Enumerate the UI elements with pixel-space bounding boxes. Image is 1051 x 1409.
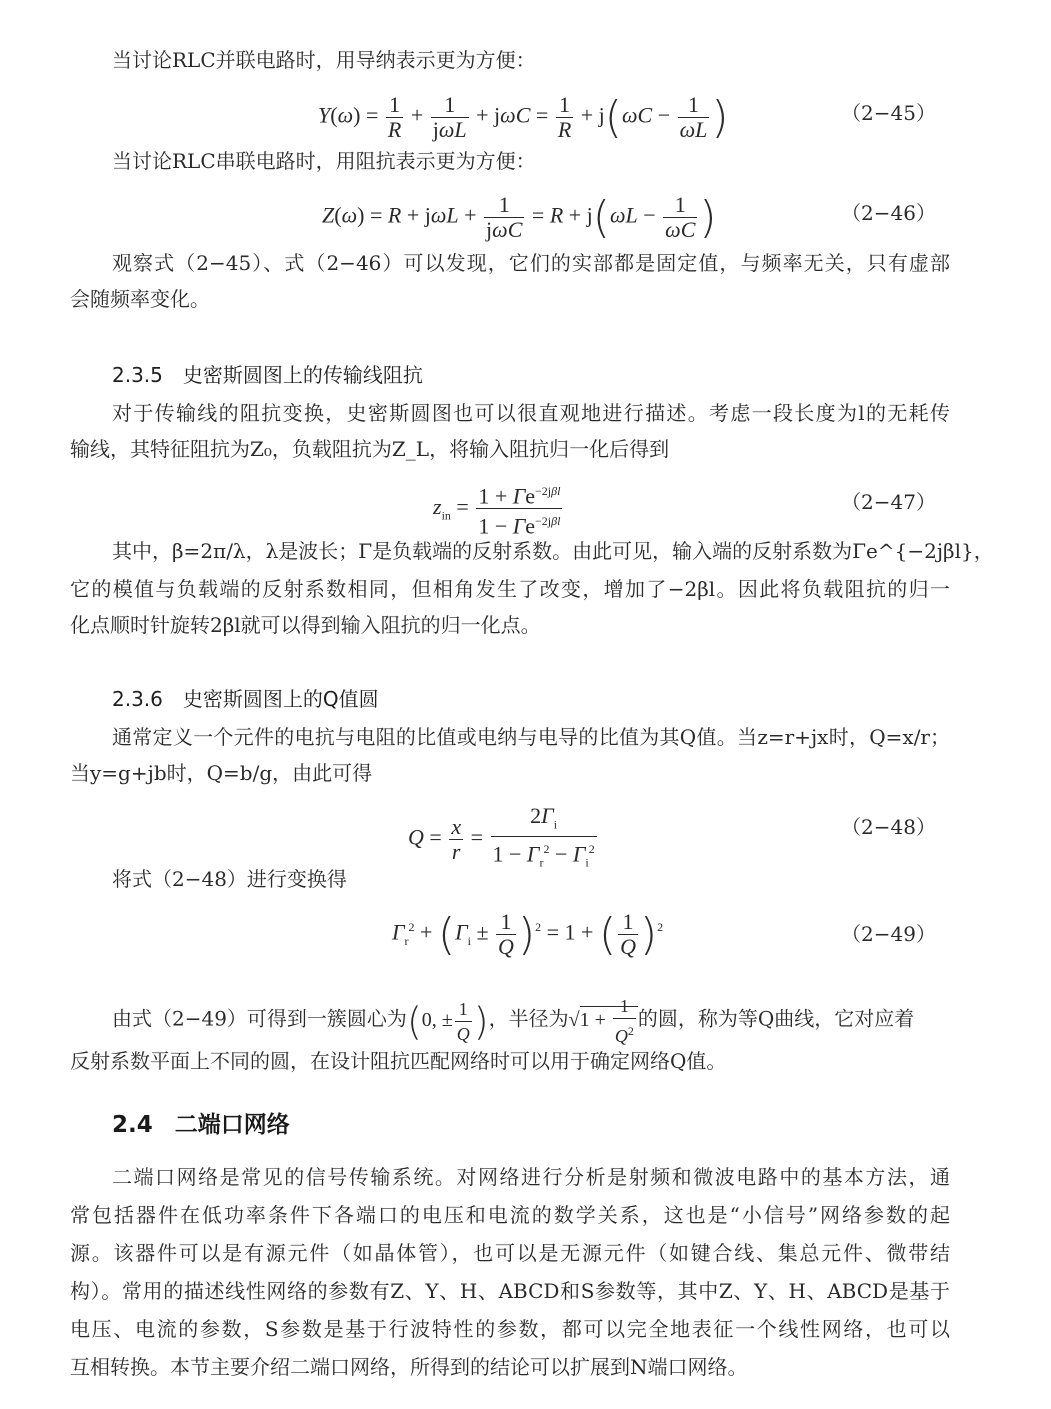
radius-expression: √1 + $\frac{1}{Q^2}$: [569, 1009, 638, 1031]
equation-2-45-body: Y(ω) = $\frac{1}{R}$ + $\frac{1}{\text{jωL}}$ + jωC = $\frac{1}{R}$ + j(ωC − $\frac{1}{\omega L}$ ): [318, 92, 729, 143]
section-heading-2-4: [112, 1108, 290, 1142]
paragraph-two-port-line1: 二端口网络是常见的信号传输系统。对网络进行分析是射频和微波电路中的基本方法，通: [112, 1165, 950, 1189]
paragraph-q-definition-line2: 当y=g+jb时，Q=b/g，由此可得: [70, 761, 373, 785]
paragraph-q-circles-part3: 的圆，称为等Q曲线，它对应着: [637, 1006, 915, 1031]
equation-2-46-body: Z(ω) = R + jωL + $\frac{1}{\text{jωC}}$ = R + j(ωL − $\frac{1}{\omega C}$ ): [322, 192, 717, 243]
section-heading-2-3-6: 2.3.6 史密斯圆图上的Q值圆: [112, 687, 379, 711]
equation-number-2-45: （2−45）: [841, 101, 936, 125]
equation-2-47: [0, 475, 1051, 539]
equation-2-45: [0, 88, 1051, 148]
equation-2-48-body: Q = $\frac{x}{r}$ = $\frac{2\Gamma_i}{1 - \Gamma_r^2 - \Gamma_i^2}$: [408, 803, 595, 871]
paragraph-two-port-line3: 源。该器件可以是有源元件（如晶体管），也可以是无源元件（如键合线、集总元件、微带结: [70, 1241, 950, 1265]
paragraph-transmission-line1: 对于传输线的阻抗变换，史密斯圆图也可以很直观地进行描述。考虑一段长度为l的无耗传: [112, 401, 950, 425]
paragraph-two-port-line6: 互相转换。本节主要介绍二端口网络，所得到的结论可以扩展到N端口网络。: [70, 1355, 748, 1379]
paragraph-series-rlc: 当讨论RLC串联电路时，用阻抗表示更为方便：: [112, 149, 536, 173]
paragraph-two-port-line4: 构）。常用的描述线性网络的参数有Z、Y、H、ABCD和S参数等，其中Z、Y、H、ABCD是基于: [70, 1279, 950, 1303]
paragraph-transform: 将式（2−48）进行变换得: [112, 867, 347, 891]
paragraph-two-port-line2: 常包括器件在低功率条件下各端口的电压和电流的数学关系，这也是“小信号”网络参数的起: [70, 1203, 950, 1227]
paragraph-transmission-line2: 输线，其特征阻抗为Z₀，负载阻抗为Z_L，将输入阻抗归一化后得到: [70, 437, 670, 461]
paragraph-q-circles-line2: 反射系数平面上不同的圆，在设计阻抗匹配网络时可以用于确定网络Q值。: [70, 1049, 727, 1073]
equation-number-2-47: （2−47）: [841, 490, 936, 514]
equation-2-46: [0, 188, 1051, 248]
equation-number-2-48: （2−48）: [841, 815, 936, 839]
paragraph-observe-line2: 会随频率变化。: [70, 287, 210, 311]
equation-number-2-46: （2−46）: [841, 201, 936, 225]
equation-2-47-body: $z_{in}$ = $\frac{1 + \Gamma e^{-2j\beta l}}{1 - \Gamma e^{-2j\beta l}}$: [433, 479, 564, 539]
equation-2-48: [0, 800, 1051, 871]
equation-2-49-body: $\Gamma_r^2 + (\Gamma_i$ ± $\frac{1}{Q}$ )$^2$ = 1 + ( $\frac{1}{Q}$ )$^2$: [392, 909, 664, 960]
paragraph-q-circles-part1: 由式（2−49）可得到一簇圆心为: [112, 1006, 407, 1031]
paragraph-observe-line1: 观察式（2−45）、式（2−46）可以发现，它们的实部都是固定值，与频率无关，只有虚部: [112, 251, 950, 275]
paragraph-beta-line2: 它的模值与负载端的反射系数相同，但相角发生了改变，增加了−2βl。因此将负载阻抗的归一: [70, 577, 950, 601]
paragraph-two-port-line5: 电压、电流的参数，S参数是基于行波特性的参数，都可以完全地表征一个线性网络，也可以: [70, 1317, 950, 1341]
paragraph-q-definition-line1: 通常定义一个元件的电抗与电阻的比值或电纳与电导的比值为其Q值。当z=r+jx时，Q=x/r；: [112, 725, 950, 749]
equation-number-2-49: （2−49）: [841, 922, 936, 946]
section-heading-2-3-5: 2.3.5 史密斯圆图上的传输线阻抗: [112, 363, 423, 387]
circle-center-expression: (0, ± $\frac{1}{Q}$ ): [406, 998, 489, 1044]
paragraph-q-circles-part2: ，半径为: [488, 1006, 569, 1031]
equation-2-49: [0, 905, 1051, 965]
paragraph-parallel-rlc: 当讨论RLC并联电路时，用导纳表示更为方便：: [112, 48, 536, 72]
section-title: 二端口网络: [174, 1112, 290, 1138]
paragraph-q-circles-line1: [112, 994, 950, 1046]
section-number: 2.4: [112, 1112, 153, 1138]
paragraph-beta-line3: 化点顺时针旋转2βl就可以得到输入阻抗的归一化点。: [70, 613, 541, 637]
paragraph-beta-line1: 其中，β=2π/λ，λ是波长；Γ是负载端的反射系数。由此可见，输入端的反射系数为Γe^{−2jβl}，: [112, 539, 994, 563]
